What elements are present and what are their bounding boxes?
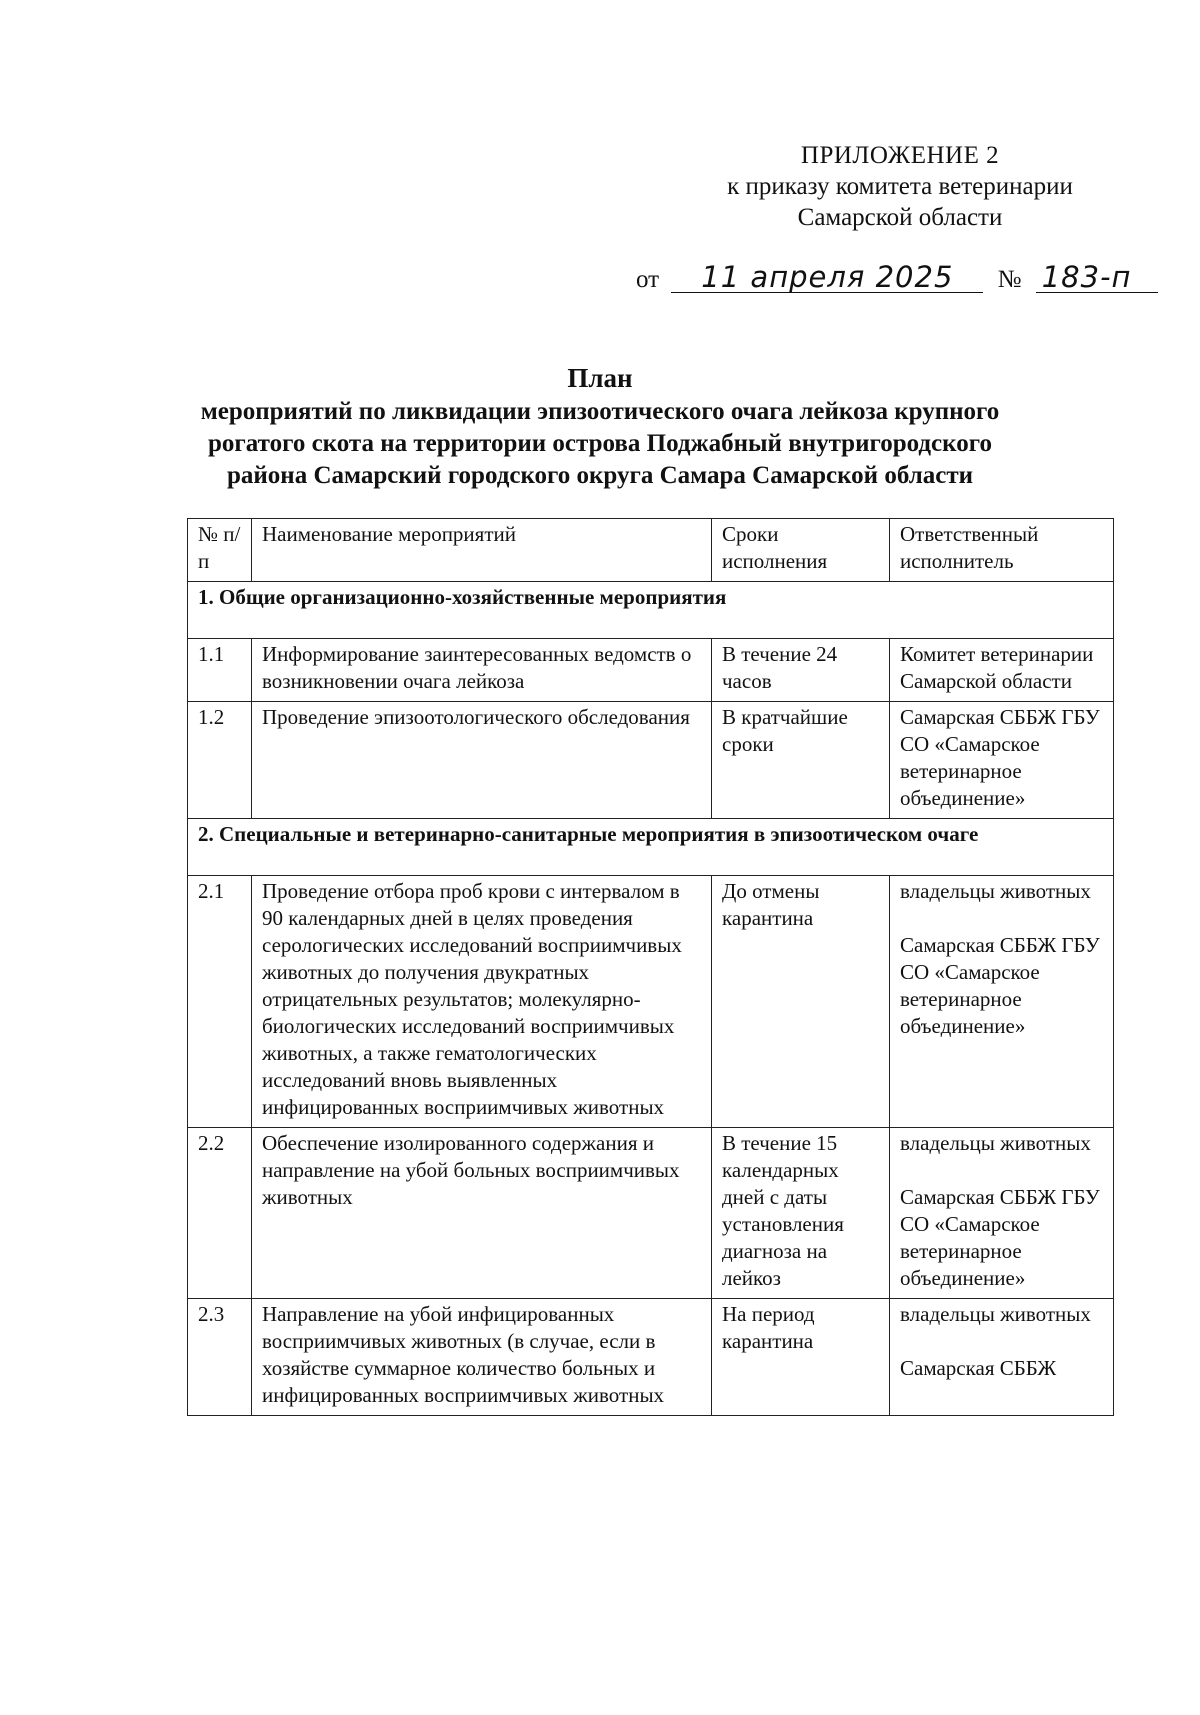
order-date-number-line [636, 262, 1158, 294]
document-title [60, 362, 1140, 492]
resp-station: Самарская СББЖ ГБУ СО «Самарское ветеринарное объединение» [900, 1185, 1100, 1290]
row-term: В течение 24 часов [712, 639, 890, 702]
table-row [188, 639, 1114, 702]
row-term: В кратчайшие сроки [712, 702, 890, 819]
row-name: Проведение эпизоотологического обследования [252, 702, 712, 819]
handwritten-order-number: 183-п [1036, 262, 1158, 293]
appendix-block [620, 140, 1180, 233]
row-num: 2.1 [188, 876, 252, 1128]
handwritten-order-date: 11 апреля 2025 [671, 262, 983, 293]
row-num: 2.3 [188, 1299, 252, 1416]
row-name: Проведение отбора проб крови с интервалом в 90 календарных дней в целях проведения серологических исследований восприимчивых животных до получения двукратных отрицательных результатов; молекулярно-биологических исследований восприимчивых животных, а также гематологических исследований вновь выявленных инфицированных восприимчивых животных [252, 876, 712, 1128]
row-name: Направление на убой инфицированных восприимчивых животных (в случае, если в хозяйстве суммарное количество больных и инфицированных восприимчивых животных [252, 1299, 712, 1416]
header-term: Сроки исполнения [712, 519, 890, 582]
row-name: Информирование заинтересованных ведомств о возникновении очага лейкоза [252, 639, 712, 702]
resp-station: Самарская СББЖ [900, 1356, 1057, 1380]
row-num: 1.2 [188, 702, 252, 819]
table-row [188, 1128, 1114, 1299]
resp-owners: владельцы животных [900, 1131, 1091, 1155]
table-row [188, 702, 1114, 819]
appendix-line-2: Самарской области [797, 204, 1003, 231]
table-header-row [188, 519, 1114, 582]
section-row [188, 582, 1114, 639]
appendix-line-1: к приказу комитета ветеринарии [727, 173, 1073, 200]
section-row [188, 819, 1114, 876]
row-name: Обеспечение изолированного содержания и направление на убой больных восприимчивых животных [252, 1128, 712, 1299]
row-resp [890, 1299, 1114, 1416]
order-from-label: от [636, 266, 660, 293]
row-term: В течение 15 календарных дней с даты установления диагноза на лейкоз [712, 1128, 890, 1299]
table-row [188, 1299, 1114, 1416]
row-num: 2.2 [188, 1128, 252, 1299]
resp-station: Самарская СББЖ ГБУ СО «Самарское ветеринарное объединение» [900, 933, 1100, 1038]
row-term: На период карантина [712, 1299, 890, 1416]
title-line-2: рогатого скота на территории острова Поджабный внутригородского [208, 430, 992, 457]
row-resp: Самарская СББЖ ГБУ СО «Самарское ветеринарное объединение» [890, 702, 1114, 819]
order-number-label: № [997, 266, 1022, 293]
title-heading: План [567, 363, 633, 393]
measures-table [187, 518, 1114, 1416]
appendix-title: ПРИЛОЖЕНИЕ 2 [800, 142, 1000, 169]
title-line-1: мероприятий по ликвидации эпизоотического очага лейкоза крупного [200, 398, 1000, 425]
header-name: Наименование мероприятий [252, 519, 712, 582]
header-resp: Ответственный исполнитель [890, 519, 1114, 582]
row-resp: Комитет ветеринарии Самарской области [890, 639, 1114, 702]
section-1-title: 1. Общие организационно-хозяйственные мероприятия [188, 582, 1114, 639]
row-num: 1.1 [188, 639, 252, 702]
title-line-3: района Самарский городского округа Самара Самарской области [226, 462, 974, 489]
header-num: № п/п [188, 519, 252, 582]
resp-owners: владельцы животных [900, 879, 1091, 903]
table-row [188, 876, 1114, 1128]
row-resp [890, 1128, 1114, 1299]
resp-owners: владельцы животных [900, 1302, 1091, 1326]
row-resp [890, 876, 1114, 1128]
section-2-title: 2. Специальные и ветеринарно-санитарные мероприятия в эпизоотическом очаге [188, 819, 1114, 876]
row-term: До отмены карантина [712, 876, 890, 1128]
